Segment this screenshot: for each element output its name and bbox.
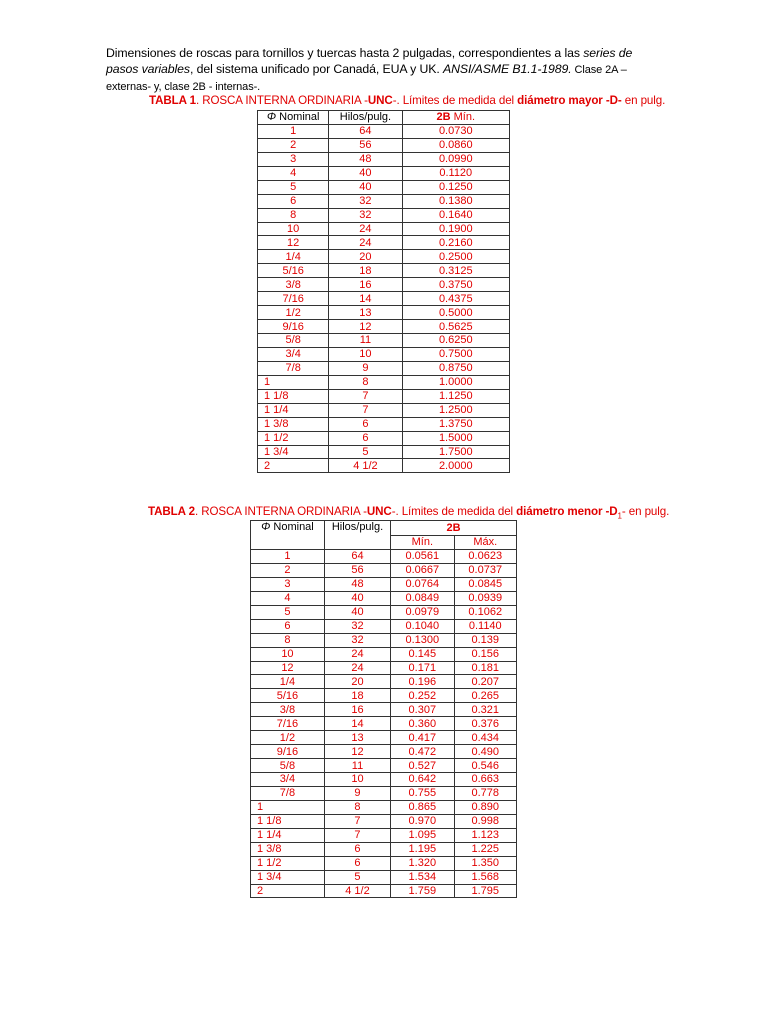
threads-per-inch-cell: 11 (329, 334, 402, 348)
table-row (258, 292, 510, 306)
nominal-size-cell: 1 1/4 (251, 828, 325, 842)
threads-per-inch-cell: 24 (329, 222, 402, 236)
threads-per-inch-cell: 10 (324, 773, 390, 787)
threads-per-inch-cell: 32 (329, 194, 402, 208)
max-value-cell: 0.156 (454, 647, 516, 661)
max-value-cell: 1.350 (454, 856, 516, 870)
threads-per-inch-cell: 40 (324, 605, 390, 619)
min-value-cell: 0.360 (391, 717, 454, 731)
min-value-cell: 0.0764 (391, 577, 454, 591)
max-value-cell: 0.0737 (454, 563, 516, 577)
table-row (251, 842, 517, 856)
min-value-cell: 0.417 (391, 731, 454, 745)
threads-per-inch-cell: 24 (329, 236, 402, 250)
table-row (251, 647, 517, 661)
table2-title-label: TABLA 2 (148, 505, 195, 518)
nominal-size-cell: 5/16 (251, 689, 325, 703)
min-value-cell: 0.0561 (391, 550, 454, 564)
nominal-size-cell: 1 (258, 124, 329, 138)
table1-title-label: TABLA 1 (149, 94, 196, 107)
table2 (250, 520, 517, 898)
min-value-cell: 1.2500 (402, 403, 509, 417)
min-value-cell: 0.2500 (402, 250, 509, 264)
table2-title-unc: UNC (366, 505, 392, 518)
threads-per-inch-cell: 5 (324, 870, 390, 884)
min-value-cell: 0.3125 (402, 264, 509, 278)
table2-title-subscript: 1 (617, 511, 622, 521)
table-row (258, 431, 510, 445)
nominal-size-cell: 3/4 (258, 347, 329, 361)
threads-per-inch-cell: 32 (324, 619, 390, 633)
table2-header-threads: Hilos/pulg. (324, 521, 390, 550)
nominal-size-cell: 1 3/4 (258, 445, 329, 459)
threads-per-inch-cell: 48 (324, 577, 390, 591)
nominal-size-cell: 5 (258, 180, 329, 194)
nominal-size-cell: 1/2 (258, 306, 329, 320)
table2-header-max: Máx. (454, 535, 516, 550)
intro-italic-series: series de pasos variables (106, 46, 633, 76)
threads-per-inch-cell: 7 (324, 828, 390, 842)
threads-per-inch-cell: 4 1/2 (329, 459, 402, 473)
table2-header-nominal (251, 521, 325, 550)
nominal-size-cell: 1 3/8 (251, 842, 325, 856)
table-row (258, 152, 510, 166)
threads-per-inch-cell: 13 (324, 731, 390, 745)
table-row (251, 633, 517, 647)
max-value-cell: 0.490 (454, 745, 516, 759)
table1-title-unc: UNC (367, 94, 393, 107)
threads-per-inch-cell: 20 (324, 675, 390, 689)
min-value-cell: 0.5000 (402, 306, 509, 320)
max-value-cell: 0.0845 (454, 577, 516, 591)
min-value-cell: 1.1250 (402, 389, 509, 403)
threads-per-inch-cell: 20 (329, 250, 402, 264)
threads-per-inch-cell: 16 (324, 703, 390, 717)
table-row (258, 334, 510, 348)
threads-per-inch-cell: 9 (329, 361, 402, 375)
table-row (251, 786, 517, 800)
nominal-size-cell: 1/2 (251, 731, 325, 745)
intro-italic-standard: ANSI/ASME B1.1-1989. (443, 62, 572, 76)
min-value-cell: 0.0990 (402, 152, 509, 166)
min-value-cell: 0.7500 (402, 347, 509, 361)
table-row (258, 417, 510, 431)
table-row (251, 619, 517, 633)
table-row (251, 577, 517, 591)
nominal-size-cell: 1 (251, 800, 325, 814)
table-row (251, 759, 517, 773)
nominal-size-cell: 5/8 (258, 334, 329, 348)
max-value-cell: 0.778 (454, 786, 516, 800)
min-value-cell: 1.534 (391, 870, 454, 884)
table2-header-min: Mín. (391, 535, 454, 550)
min-value-cell: 0.472 (391, 745, 454, 759)
table1-header-nominal (258, 111, 329, 125)
nominal-size-cell: 1 1/2 (251, 856, 325, 870)
threads-per-inch-cell: 7 (324, 814, 390, 828)
min-value-cell: 0.0979 (391, 605, 454, 619)
nominal-size-cell: 1 1/8 (258, 389, 329, 403)
table1-header-min: Mín. (450, 111, 476, 124)
table-row (258, 389, 510, 403)
min-value-cell: 0.252 (391, 689, 454, 703)
table2-title-text3: - en pulg. (621, 505, 670, 518)
min-value-cell: 0.1900 (402, 222, 509, 236)
threads-per-inch-cell: 56 (329, 138, 402, 152)
table-row (258, 306, 510, 320)
nominal-size-cell: 9/16 (251, 745, 325, 759)
threads-per-inch-cell: 8 (324, 800, 390, 814)
intro-text-2: , del sistema unificado por Canadá, EUA y UK. (189, 62, 444, 76)
min-value-cell: 0.145 (391, 647, 454, 661)
min-value-cell: 1.0000 (402, 375, 509, 389)
table-row (258, 347, 510, 361)
table2-body (251, 550, 517, 898)
nominal-size-cell: 2 (258, 459, 329, 473)
table-row (251, 856, 517, 870)
min-value-cell: 0.2160 (402, 236, 509, 250)
nominal-size-cell: 8 (258, 208, 329, 222)
min-value-cell: 0.0730 (402, 124, 509, 138)
threads-per-inch-cell: 6 (324, 842, 390, 856)
table-row (258, 180, 510, 194)
table2-title-text2: -. Límites de medida del (391, 505, 517, 518)
nominal-size-cell: 12 (251, 661, 325, 675)
table1-header-row (258, 111, 510, 125)
nominal-size-cell: 2 (258, 138, 329, 152)
min-value-cell: 0.0667 (391, 563, 454, 577)
max-value-cell: 0.998 (454, 814, 516, 828)
table-row (251, 675, 517, 689)
table-row (251, 800, 517, 814)
min-value-cell: 1.320 (391, 856, 454, 870)
table-row (251, 591, 517, 605)
table1-title (149, 94, 665, 107)
max-value-cell: 0.207 (454, 675, 516, 689)
nominal-size-cell: 3 (251, 577, 325, 591)
threads-per-inch-cell: 12 (329, 320, 402, 334)
threads-per-inch-cell: 18 (329, 264, 402, 278)
threads-per-inch-cell: 13 (329, 306, 402, 320)
threads-per-inch-cell: 56 (324, 563, 390, 577)
max-value-cell: 1.568 (454, 870, 516, 884)
table-row (251, 884, 517, 898)
table2-header-2b: 2B (391, 521, 517, 536)
table-row (251, 689, 517, 703)
threads-per-inch-cell: 7 (329, 389, 402, 403)
table-row (251, 703, 517, 717)
max-value-cell: 1.225 (454, 842, 516, 856)
min-value-cell: 0.1250 (402, 180, 509, 194)
nominal-size-cell: 3/8 (251, 703, 325, 717)
table1-header-class: 2B (436, 111, 451, 124)
threads-per-inch-cell: 64 (329, 124, 402, 138)
min-value-cell: 0.755 (391, 786, 454, 800)
table-row (251, 814, 517, 828)
table-row (258, 403, 510, 417)
min-value-cell: 0.1120 (402, 166, 509, 180)
threads-per-inch-cell: 9 (324, 786, 390, 800)
min-value-cell: 0.1040 (391, 619, 454, 633)
table-row (258, 459, 510, 473)
nominal-size-cell: 7/16 (251, 717, 325, 731)
table2-header-nominal-label: Nominal (270, 521, 314, 533)
table1-body (258, 124, 510, 472)
table-row (251, 731, 517, 745)
min-value-cell: 0.865 (391, 800, 454, 814)
table-row (251, 773, 517, 787)
max-value-cell: 0.0623 (454, 550, 516, 564)
table-row (251, 550, 517, 564)
threads-per-inch-cell: 40 (324, 591, 390, 605)
nominal-size-cell: 2 (251, 563, 325, 577)
nominal-size-cell: 12 (258, 236, 329, 250)
table-row (258, 222, 510, 236)
nominal-size-cell: 5 (251, 605, 325, 619)
min-value-cell: 0.527 (391, 759, 454, 773)
threads-per-inch-cell: 14 (324, 717, 390, 731)
max-value-cell: 0.139 (454, 633, 516, 647)
table-row (251, 717, 517, 731)
table-row (258, 250, 510, 264)
threads-per-inch-cell: 8 (329, 375, 402, 389)
min-value-cell: 1.195 (391, 842, 454, 856)
max-value-cell: 0.1062 (454, 605, 516, 619)
threads-per-inch-cell: 64 (324, 550, 390, 564)
table1 (257, 110, 510, 473)
table-row (251, 563, 517, 577)
table1-title-text1: . ROSCA INTERNA ORDINARIA - (195, 94, 368, 107)
nominal-size-cell: 8 (251, 633, 325, 647)
nominal-size-cell: 3/4 (251, 773, 325, 787)
table2-header-row (251, 521, 517, 536)
table-row (258, 138, 510, 152)
threads-per-inch-cell: 5 (329, 445, 402, 459)
max-value-cell: 0.0939 (454, 591, 516, 605)
threads-per-inch-cell: 24 (324, 661, 390, 675)
diameter-symbol-icon: Φ (266, 111, 277, 124)
threads-per-inch-cell: 24 (324, 647, 390, 661)
nominal-size-cell: 10 (258, 222, 329, 236)
intro-text-1: Dimensiones de roscas para tornillos y tuercas hasta 2 pulgadas, correspondientes a las (106, 46, 584, 60)
threads-per-inch-cell: 11 (324, 759, 390, 773)
nominal-size-cell: 4 (258, 166, 329, 180)
threads-per-inch-cell: 6 (324, 856, 390, 870)
min-value-cell: 0.3750 (402, 278, 509, 292)
intro-text-3: Clase 2A –externas- y, clase 2B - internas-. (106, 64, 627, 93)
table-row (258, 320, 510, 334)
nominal-size-cell: 1/4 (251, 675, 325, 689)
min-value-cell: 0.196 (391, 675, 454, 689)
min-value-cell: 0.171 (391, 661, 454, 675)
table-row (258, 264, 510, 278)
max-value-cell: 1.795 (454, 884, 516, 898)
table-row (258, 236, 510, 250)
table1-title-text3: en pulg. (621, 94, 666, 107)
nominal-size-cell: 1 (258, 375, 329, 389)
threads-per-inch-cell: 32 (324, 633, 390, 647)
threads-per-inch-cell: 14 (329, 292, 402, 306)
nominal-size-cell: 5/8 (251, 759, 325, 773)
nominal-size-cell: 2 (251, 884, 325, 898)
max-value-cell: 0.1140 (454, 619, 516, 633)
threads-per-inch-cell: 6 (329, 417, 402, 431)
nominal-size-cell: 5/16 (258, 264, 329, 278)
nominal-size-cell: 10 (251, 647, 325, 661)
table-row (258, 166, 510, 180)
table-row (251, 661, 517, 675)
table-row (258, 194, 510, 208)
diameter-symbol-icon: Φ (261, 521, 271, 533)
nominal-size-cell: 9/16 (258, 320, 329, 334)
min-value-cell: 2.0000 (402, 459, 509, 473)
threads-per-inch-cell: 12 (324, 745, 390, 759)
threads-per-inch-cell: 32 (329, 208, 402, 222)
threads-per-inch-cell: 40 (329, 180, 402, 194)
min-value-cell: 1.3750 (402, 417, 509, 431)
table1-header-nominal-label: Nominal (276, 111, 320, 124)
threads-per-inch-cell: 6 (329, 431, 402, 445)
table-row (251, 870, 517, 884)
nominal-size-cell: 7/16 (258, 292, 329, 306)
nominal-size-cell: 6 (258, 194, 329, 208)
table2-title (148, 505, 669, 520)
max-value-cell: 0.890 (454, 800, 516, 814)
threads-per-inch-cell: 40 (329, 166, 402, 180)
table-row (258, 124, 510, 138)
table-row (251, 828, 517, 842)
min-value-cell: 0.6250 (402, 334, 509, 348)
min-value-cell: 0.5625 (402, 320, 509, 334)
min-value-cell: 0.1380 (402, 194, 509, 208)
nominal-size-cell: 4 (251, 591, 325, 605)
table-row (258, 375, 510, 389)
nominal-size-cell: 3 (258, 152, 329, 166)
max-value-cell: 0.321 (454, 703, 516, 717)
threads-per-inch-cell: 7 (329, 403, 402, 417)
min-value-cell: 0.1300 (391, 633, 454, 647)
max-value-cell: 0.434 (454, 731, 516, 745)
table-row (258, 208, 510, 222)
table-row (258, 445, 510, 459)
nominal-size-cell: 1 1/4 (258, 403, 329, 417)
table1-header-2b (402, 111, 509, 125)
min-value-cell: 0.307 (391, 703, 454, 717)
min-value-cell: 1.759 (391, 884, 454, 898)
min-value-cell: 0.0860 (402, 138, 509, 152)
threads-per-inch-cell: 10 (329, 347, 402, 361)
threads-per-inch-cell: 18 (324, 689, 390, 703)
nominal-size-cell: 1 1/8 (251, 814, 325, 828)
min-value-cell: 0.642 (391, 773, 454, 787)
table2-title-diameter: diámetro menor -D (516, 505, 618, 518)
table-row (251, 605, 517, 619)
threads-per-inch-cell: 4 1/2 (324, 884, 390, 898)
min-value-cell: 0.4375 (402, 292, 509, 306)
intro-paragraph (106, 45, 666, 95)
table1-title-diameter: diámetro mayor -D- (517, 94, 622, 107)
max-value-cell: 1.123 (454, 828, 516, 842)
max-value-cell: 0.181 (454, 661, 516, 675)
min-value-cell: 0.970 (391, 814, 454, 828)
threads-per-inch-cell: 48 (329, 152, 402, 166)
min-value-cell: 0.8750 (402, 361, 509, 375)
table-row (251, 745, 517, 759)
table1-header-threads: Hilos/pulg. (329, 111, 402, 125)
min-value-cell: 0.0849 (391, 591, 454, 605)
table2-title-text1: . ROSCA INTERNA ORDINARIA - (194, 505, 367, 518)
nominal-size-cell: 7/8 (258, 361, 329, 375)
min-value-cell: 1.5000 (402, 431, 509, 445)
table-row (258, 361, 510, 375)
threads-per-inch-cell: 16 (329, 278, 402, 292)
max-value-cell: 0.376 (454, 717, 516, 731)
nominal-size-cell: 1 1/2 (258, 431, 329, 445)
table-row (258, 278, 510, 292)
max-value-cell: 0.663 (454, 773, 516, 787)
min-value-cell: 1.095 (391, 828, 454, 842)
nominal-size-cell: 1 3/4 (251, 870, 325, 884)
max-value-cell: 0.265 (454, 689, 516, 703)
nominal-size-cell: 1/4 (258, 250, 329, 264)
nominal-size-cell: 7/8 (251, 786, 325, 800)
nominal-size-cell: 1 3/8 (258, 417, 329, 431)
min-value-cell: 1.7500 (402, 445, 509, 459)
nominal-size-cell: 3/8 (258, 278, 329, 292)
max-value-cell: 0.546 (454, 759, 516, 773)
min-value-cell: 0.1640 (402, 208, 509, 222)
table1-title-text2: -. Límites de medida del (392, 94, 518, 107)
nominal-size-cell: 1 (251, 550, 325, 564)
nominal-size-cell: 6 (251, 619, 325, 633)
